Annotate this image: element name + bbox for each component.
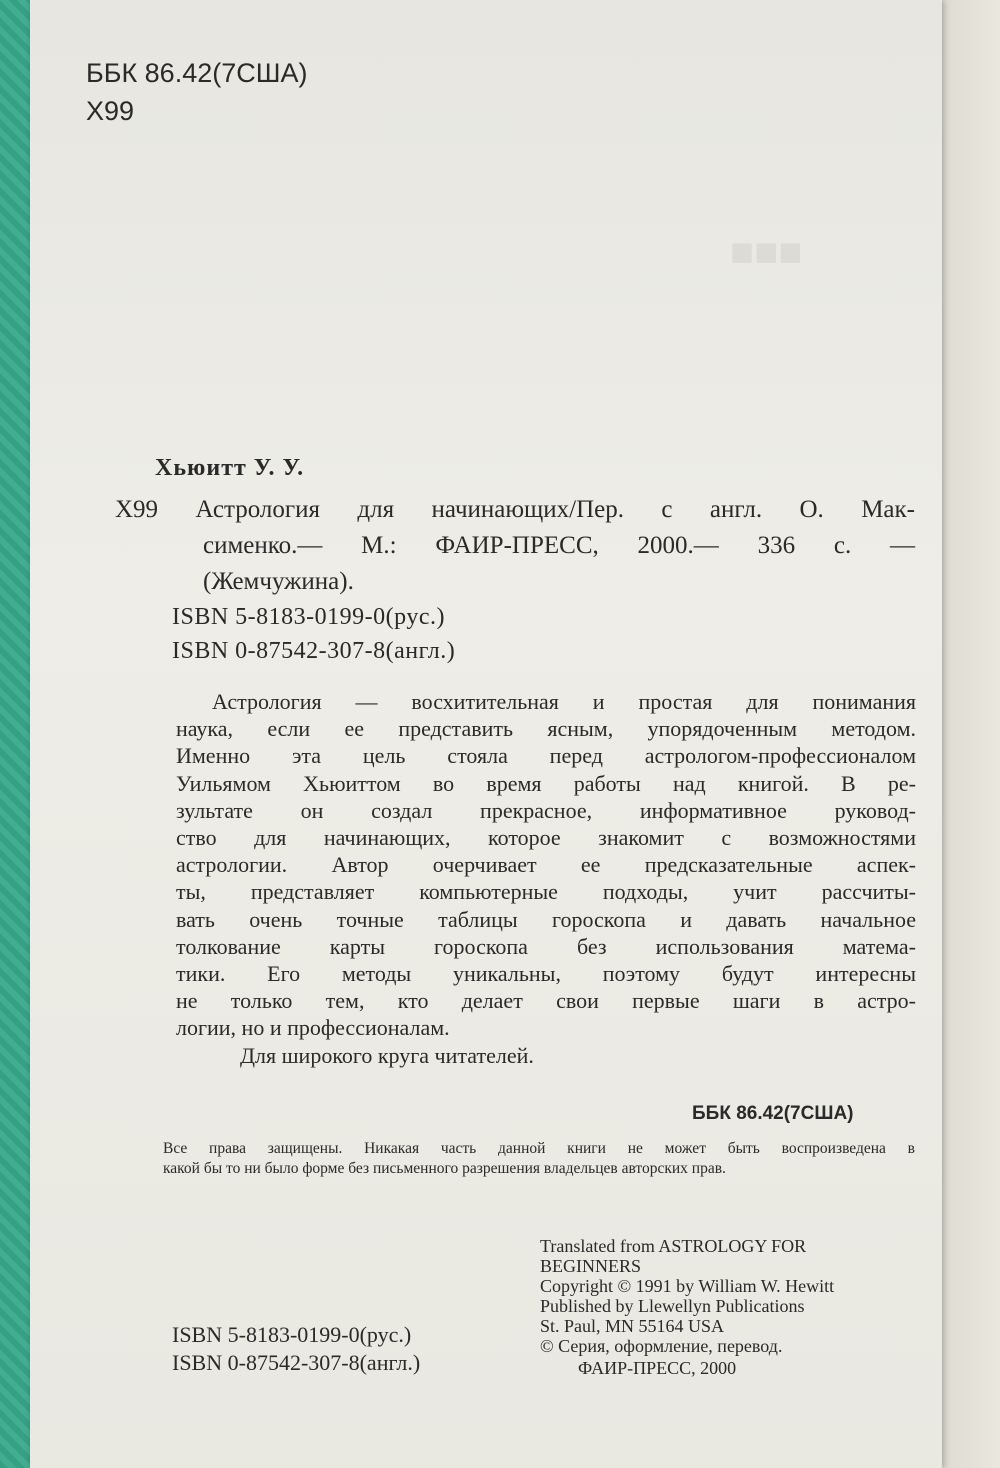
abstract-line: тики. Его методы уникальны, поэтому будут интересны [176,961,916,987]
copyright-line: Copyright © 1991 by William W. Hewitt [540,1276,835,1296]
translation-line: Translated from ASTROLOGY FOR [540,1236,807,1256]
catalog-line: (Жемчужина). [203,568,354,595]
abstract-line: Уильямом Хьюиттом во время работы над книгой. В ре- [176,770,916,796]
rights-line: Все права защищены. Никакая часть данной книги не может быть воспроизведена в [163,1140,915,1157]
abstract-line: ство для начинающих, которое знакомит с возможностями [176,825,916,851]
abstract-line: толкование карты гороскопа без использования матема- [176,933,916,959]
catalog-entry [115,492,915,600]
catalog-line: сименко.— М.: ФАИР-ПРЕСС, 2000.— 336 с. — [203,532,915,559]
author-name: Хьюитт У. У. [155,455,305,481]
publisher-line: Published by Llewellyn Publications [540,1296,805,1316]
isbn-eng: ISBN 0-87542-307-8(англ.) [172,638,456,664]
abstract-line: астрологии. Автор очерчивает ее предсказательные аспек- [176,852,916,878]
abstract [176,688,916,1069]
isbn-rus: ISBN 5-8183-0199-0(рус.) [172,604,445,630]
abstract-line: ты, представляет компьютерные подходы, учит рассчиты- [176,879,916,905]
series-line: © Серия, оформление, перевод. [540,1336,783,1356]
audience-line: Для широкого круга читателей. [240,1042,534,1068]
translation-line: BEGINNERS [540,1256,642,1276]
bleed-through-text: ■■■ [730,230,803,274]
publisher-ru-line: ФАИР-ПРЕСС, 2000 [578,1358,737,1378]
rights-line: какой бы то ни было форме без письменного разрешения владельцев авторских прав. [163,1160,726,1177]
abstract-line: логии, но и профессионалам. [176,1015,450,1041]
abstract-line: вать очень точные таблицы гороскопа и давать начальное [176,906,916,932]
abstract-line: зультате он создал прекрасное, информативное руковод- [176,797,916,823]
catalog-index: Х99 [86,96,135,126]
bbk-code: ББК 86.42(7США) [86,58,308,88]
abstract-line: Астрология — восхитительная и простая для понимания [212,689,916,714]
address-line: St. Paul, MN 55164 USA [540,1316,725,1336]
abstract-line: не только тем, кто делает свои первые шаги в астро- [176,988,916,1014]
abstract-line: Именно эта цель стояла перед астрологом-профессионалом [176,743,916,769]
footer-isbn-rus: ISBN 5-8183-0199-0(рус.) [172,1322,412,1347]
footer-isbn-eng: ISBN 0-87542-307-8(англ.) [172,1350,421,1375]
rights-notice [163,1139,915,1179]
catalog-line: Х99 Астрология для начинающих/Пер. с англ. О. Мак- [115,496,915,523]
abstract-line: наука, если ее представить ясным, упорядоченным методом. [176,716,916,742]
bbk-footer: ББК 86.42(7США) [692,1103,854,1124]
